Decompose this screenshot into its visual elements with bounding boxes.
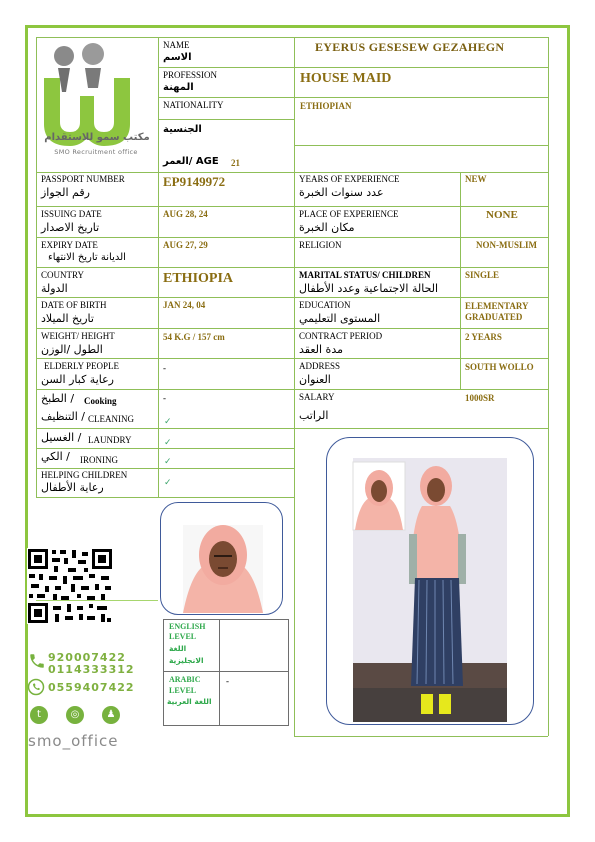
cooking-label-ar: الطبخ / <box>41 392 75 405</box>
country-label: COUNTRY <box>41 270 85 280</box>
laundry-check-icon: ✓ <box>164 438 172 448</box>
profession-value: HOUSE MAID <box>300 71 392 86</box>
ironing-label-ar: الكي / <box>41 450 70 463</box>
place-label-ar: مكان الخبرة <box>299 221 355 234</box>
whatsapp-number[interactable]: 0559407422 <box>48 681 135 694</box>
dob-label-ar: تاريخ الميلاد <box>41 312 94 325</box>
logo-english-text: SMO Recruitment office <box>54 148 138 156</box>
issuing-value: AUG 28, 24 <box>163 209 208 219</box>
marital-value: SINGLE <box>465 270 500 280</box>
portrait-photo <box>161 503 283 615</box>
address-label-ar: العنوان <box>299 373 331 386</box>
education-label-ar: المستوى التعليمي <box>299 312 381 325</box>
years-label-ar: عدد سنوات الخبرة <box>299 186 384 199</box>
dob-label: DATE OF BIRTH <box>41 300 107 310</box>
english-level-ar-1: اللغة <box>169 644 187 653</box>
passport-label-ar: رقم الجواز <box>41 186 90 199</box>
expiry-value: AUG 27, 29 <box>163 240 208 250</box>
nationality-label-ar: الجنسية <box>163 124 202 135</box>
salary-label: SALARY <box>299 392 335 402</box>
salary-value: 1000SR <box>465 393 495 403</box>
address-value: SOUTH WOLLO <box>465 362 534 372</box>
elderly-label: ELDERLY PEOPLE <box>44 361 120 371</box>
salary-label-ar: الراتب <box>299 409 329 422</box>
years-value: NEW <box>465 174 487 184</box>
arabic-level-label-2: LEVEL <box>169 686 197 695</box>
weight-label: WEIGHT/ HEIGHT <box>41 331 115 341</box>
religion-value: NON-MUSLIM <box>476 240 537 250</box>
cleaning-label-ar: التنظيف / <box>41 410 85 423</box>
country-value: ETHIOPIA <box>163 271 234 286</box>
laundry-label: LAUNDRY <box>88 435 132 445</box>
country-label-ar: الدولة <box>41 282 68 295</box>
religion-label: RELIGION <box>299 240 342 250</box>
full-body-photo <box>327 438 534 725</box>
age-value: 21 <box>231 158 240 168</box>
contract-label-ar: مدة العقد <box>299 343 343 356</box>
place-label: PLACE OF EXPERIENCE <box>299 209 399 219</box>
ironing-check-icon: ✓ <box>164 457 172 467</box>
marital-label-ar: الحالة الاجتماعية وعدد الأطفال <box>299 282 439 295</box>
english-level-label: ENGLISH <box>169 622 206 631</box>
name-label: NAME <box>163 40 190 50</box>
address-label: ADDRESS <box>299 361 341 371</box>
children-label: HELPING CHILDREN <box>41 470 128 480</box>
qr-code-icon <box>27 548 113 624</box>
cleaning-label: CLEANING <box>88 414 134 424</box>
portrait-photo-frame <box>160 502 283 615</box>
elderly-value: - <box>163 363 166 373</box>
laundry-label-ar: الغسيل / <box>41 431 82 444</box>
marital-label: MARITAL STATUS/ CHILDREN <box>299 270 431 280</box>
nationality-label: NATIONALITY <box>163 100 224 110</box>
passport-label: PASSPORT NUMBER <box>41 174 125 184</box>
issuing-label: ISSUING DATE <box>41 209 102 219</box>
name-label-ar: الاسم <box>163 52 192 63</box>
logo-arabic-text: مكتب سمو للاستقدام <box>44 132 150 143</box>
education-label: EDUCATION <box>299 300 351 310</box>
expiry-label-ar: الديانة تاريخ الانتهاء <box>48 252 126 263</box>
contract-value: 2 YEARS <box>465 332 502 342</box>
dob-value: JAN 24, 04 <box>163 300 206 310</box>
arabic-level-label: ARABIC <box>169 675 201 684</box>
ironing-label: IRONING <box>80 455 118 465</box>
education-value-1: ELEMENTARY <box>465 301 529 311</box>
full-body-photo-frame <box>326 437 534 725</box>
cleaning-check-icon: ✓ <box>164 417 172 427</box>
expiry-label: EXPIRY DATE <box>41 240 98 250</box>
cooking-value: - <box>163 393 166 403</box>
age-label: العمر/ AGE <box>163 156 219 167</box>
arabic-level-ar: اللغة العربية <box>167 697 212 706</box>
passport-value: EP9149972 <box>163 174 226 189</box>
company-logo <box>36 40 156 170</box>
years-label: YEARS OF EXPERIENCE <box>299 174 400 184</box>
english-level-label-2: LEVEL <box>169 632 197 641</box>
nationality-value: ETHIOPIAN <box>300 101 352 111</box>
profession-label-ar: المهنة <box>163 82 194 93</box>
phone-number-1[interactable]: 920007422 <box>48 651 126 664</box>
issuing-label-ar: تاريخ الاصدار <box>41 221 100 234</box>
phone-number-2[interactable]: 0114333312 <box>48 663 135 676</box>
elderly-label-ar: رعاية كبار السن <box>41 373 114 386</box>
children-label-ar: رعاية الأطفال <box>41 481 104 494</box>
contract-label: CONTRACT PERIOD <box>299 331 383 341</box>
weight-label-ar: الطول /الوزن <box>41 343 103 356</box>
weight-value: 54 K.G / 157 cm <box>163 332 225 342</box>
children-check-icon: ✓ <box>164 478 172 488</box>
education-value-2: GRADUATED <box>465 312 523 322</box>
instagram-icon[interactable]: ◎ <box>66 706 84 724</box>
snapchat-icon[interactable]: ♟ <box>102 706 120 724</box>
social-handle[interactable]: smo_office <box>28 732 119 750</box>
whatsapp-icon <box>27 678 45 696</box>
arabic-level-value: - <box>226 676 229 686</box>
profession-label: PROFESSION <box>163 70 218 80</box>
phone-icon <box>28 652 46 670</box>
english-level-ar-2: الانجليزية <box>169 656 204 665</box>
cooking-label: Cooking <box>84 396 117 406</box>
twitter-icon[interactable]: t <box>30 706 48 724</box>
name-value: EYERUS GESESEW GEZAHEGN <box>315 40 505 54</box>
place-value: NONE <box>486 209 518 221</box>
